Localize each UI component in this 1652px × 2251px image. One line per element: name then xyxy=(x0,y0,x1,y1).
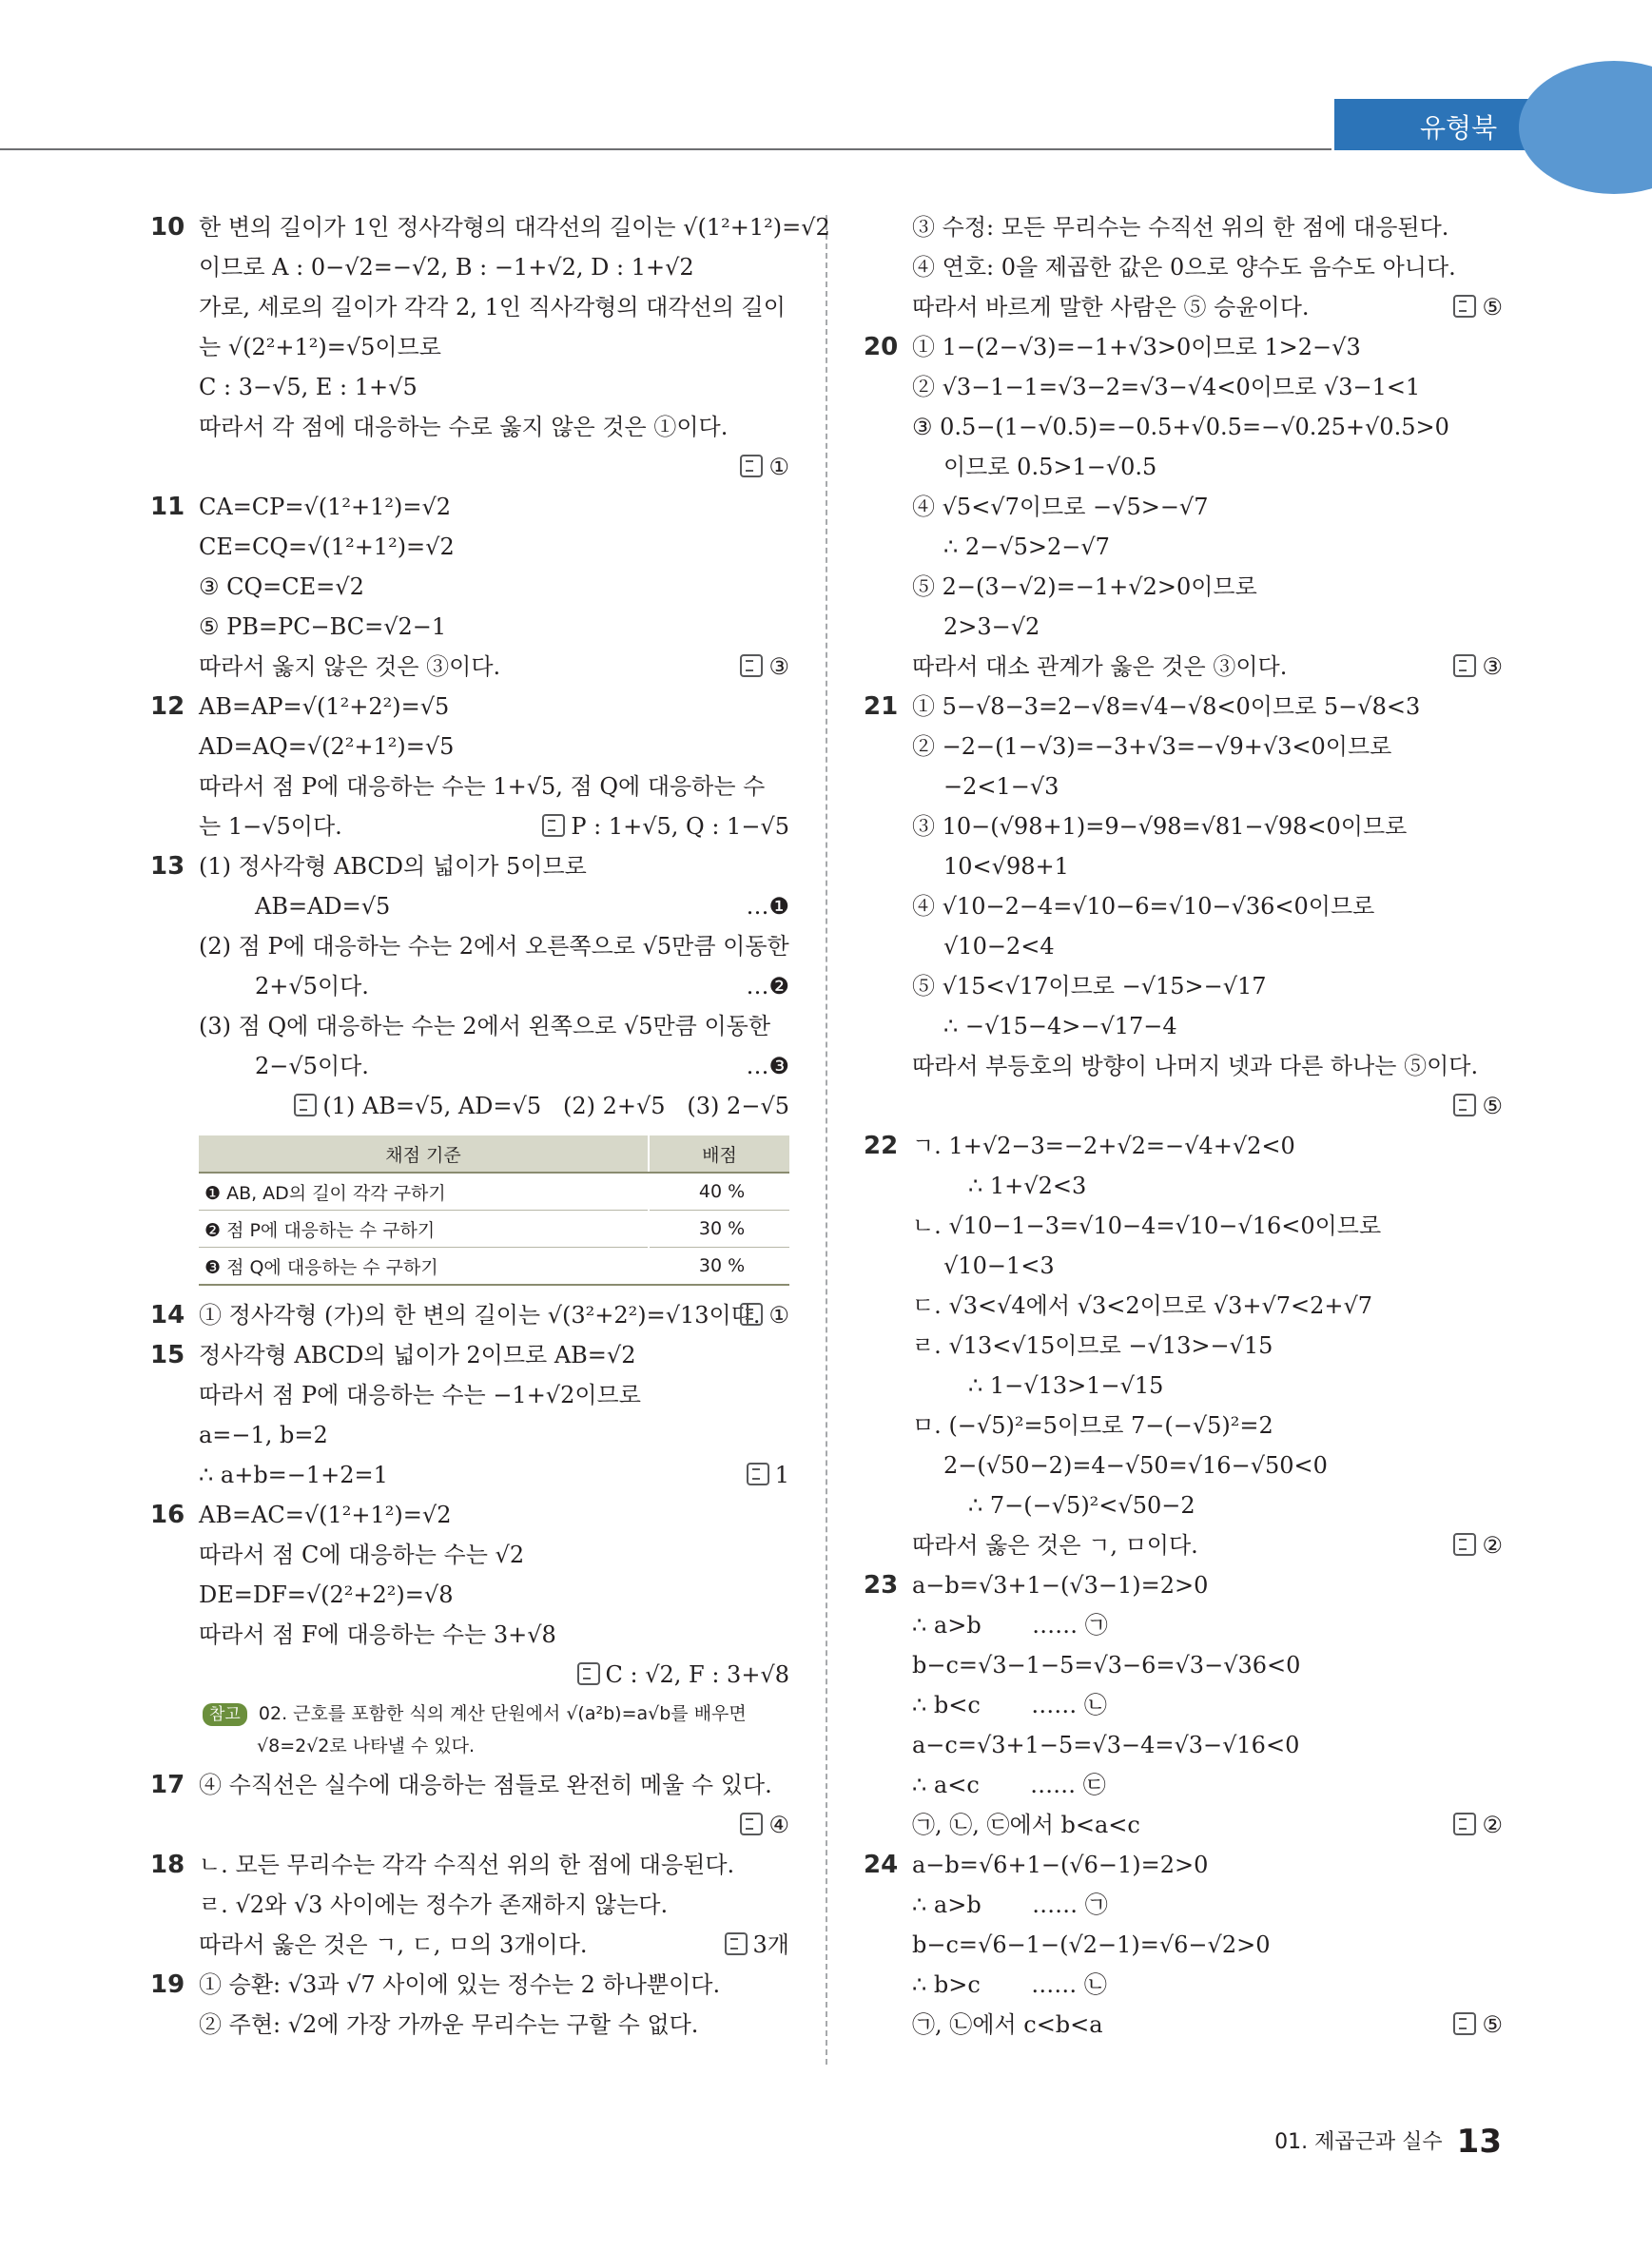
solution-text: ③ 0.5−(1−√0.5)=−0.5+√0.5=−√0.25+√0.5>0 xyxy=(912,414,1449,440)
solution-text: AB=AD=√5 xyxy=(255,893,391,920)
solution-line xyxy=(864,607,1503,647)
solution-line xyxy=(150,1925,789,1965)
solution-line xyxy=(150,1046,789,1086)
table-row xyxy=(199,1173,789,1211)
answer-text: ④ xyxy=(768,1812,789,1838)
solution-text: ⑤ PB=PC−BC=√2−1 xyxy=(199,613,447,640)
solution-line xyxy=(864,1965,1503,2005)
solution-text: ∴ 1−√13>1−√15 xyxy=(968,1372,1164,1399)
solution-text: 2+√5이다. xyxy=(255,973,369,999)
solution-text: ③ 수정: 모든 무리수는 수직선 위의 한 점에 대응된다. xyxy=(912,214,1449,241)
solution-line xyxy=(864,1645,1503,1685)
solution-line xyxy=(864,567,1503,607)
solution-text: 따라서 바르게 말한 사람은 ⑤ 승윤이다. xyxy=(912,294,1310,320)
solution-line xyxy=(150,727,789,767)
solution-text: ① 승환: √3과 √7 사이에 있는 정수는 2 하나뿐이다. xyxy=(199,1971,721,1998)
solution-text: 2−(√50−2)=4−√50=√16−√50<0 xyxy=(943,1452,1328,1479)
solution-line xyxy=(150,886,789,926)
column-divider xyxy=(826,215,827,2065)
grading-header-score: 배점 xyxy=(649,1135,789,1173)
solution-text: a−b=√3+1−(√3−1)=2>0 xyxy=(912,1572,1209,1599)
solution-text: √10−2<4 xyxy=(943,933,1055,960)
solution-text: ∴ a<c …… ㉢ xyxy=(912,1772,1106,1798)
grading-table-header xyxy=(199,1135,789,1173)
solution-line xyxy=(864,1126,1503,1166)
solution-line xyxy=(864,207,1503,247)
solution-text: ⑤ √15<√17이므로 −√15>−√17 xyxy=(912,973,1267,999)
answer-mark xyxy=(1453,2005,1503,2045)
grading-criteria: ❶ AB, AD의 길이 각각 구하기 xyxy=(199,1173,649,1211)
solution-text: 따라서 점 F에 대응하는 수는 3+√8 xyxy=(199,1621,556,1648)
solution-line xyxy=(864,327,1503,367)
solution-line xyxy=(864,1246,1503,1286)
solution-line xyxy=(864,1525,1503,1565)
answer-text: …❶ xyxy=(746,893,789,920)
solution-line xyxy=(150,407,789,447)
answer-icon xyxy=(740,455,763,477)
solution-line xyxy=(150,567,789,607)
answer-icon xyxy=(740,654,763,677)
problem-number: 17 xyxy=(150,1771,185,1799)
solution-text: 따라서 옳은 것은 ㄱ, ㄷ, ㅁ의 3개이다. xyxy=(199,1931,588,1958)
solution-text: ㅁ. (−√5)²=5이므로 7−(−√5)²=2 xyxy=(912,1412,1273,1439)
solution-line xyxy=(150,1535,789,1575)
solution-line xyxy=(150,1415,789,1455)
solution-line xyxy=(864,2005,1503,2045)
answer-icon xyxy=(1453,654,1476,677)
solution-text: DE=DF=√(2²+2²)=√8 xyxy=(199,1582,454,1608)
answer-mark xyxy=(740,447,789,487)
solution-line xyxy=(864,287,1503,327)
answer-icon xyxy=(747,1463,769,1485)
solution-text: ② √3−1−1=√3−2=√3−√4<0이므로 √3−1<1 xyxy=(912,374,1421,400)
answer-mark xyxy=(1453,1805,1503,1845)
page-footer xyxy=(1274,2123,1502,2161)
right-column xyxy=(864,207,1503,2045)
solution-line xyxy=(864,727,1503,767)
answer-text: ⑤ xyxy=(1482,294,1503,320)
solution-line xyxy=(150,846,789,886)
answer-text: (1) AB=√5, AD=√5 (2) 2+√5 (3) 2−√5 xyxy=(322,1093,789,1119)
solution-line xyxy=(150,487,789,527)
reference-note-cont xyxy=(257,1727,789,1765)
solution-text: 따라서 부등호의 방향이 나머지 넷과 다른 하나는 ⑤이다. xyxy=(912,1053,1479,1079)
solution-line xyxy=(864,1086,1503,1126)
solution-text: ∴ a>b …… ㉠ xyxy=(912,1892,1108,1918)
solution-text: 2>3−√2 xyxy=(943,613,1040,640)
solution-text: ㉠, ㉡, ㉢에서 b<a<c xyxy=(912,1812,1140,1838)
answer-mark xyxy=(1453,1525,1503,1565)
solution-text: ④ 수직선은 실수에 대응하는 점들로 완전히 메울 수 있다. xyxy=(199,1772,772,1798)
answer-text: ② xyxy=(1482,1532,1503,1559)
solution-line xyxy=(150,1375,789,1415)
solution-line xyxy=(864,767,1503,806)
answer-mark xyxy=(746,886,789,926)
solution-line xyxy=(150,1965,789,2005)
note-badge: 참고 xyxy=(203,1703,247,1726)
solution-text: ① 1−(2−√3)=−1+√3>0이므로 1>2−√3 xyxy=(912,334,1361,360)
solution-text: √10−1<3 xyxy=(943,1252,1055,1279)
solution-text: 는 √(2²+1²)=√5이므로 xyxy=(199,334,441,360)
tab-label: 유형북 xyxy=(1420,112,1498,144)
answer-text: …❷ xyxy=(746,973,789,999)
solution-line xyxy=(864,1805,1503,1845)
solution-line xyxy=(150,1335,789,1375)
solution-text: AB=AP=√(1²+2²)=√5 xyxy=(199,693,450,720)
solution-line xyxy=(150,1086,789,1126)
solution-text: ∴ 7−(−√5)²<√50−2 xyxy=(968,1492,1195,1519)
answer-text: 3개 xyxy=(752,1931,789,1958)
problem-number: 24 xyxy=(864,1851,899,1879)
problem-number: 16 xyxy=(150,1501,185,1529)
solution-line xyxy=(150,1845,789,1885)
solution-line xyxy=(150,2005,789,2045)
solution-text: ③ 10−(√98+1)=9−√98=√81−√98<0이므로 xyxy=(912,813,1408,840)
problem-number: 19 xyxy=(150,1970,185,1999)
solution-line xyxy=(864,1725,1503,1765)
solution-line xyxy=(150,527,789,567)
answer-mark xyxy=(740,1805,789,1845)
answer-text: 1 xyxy=(774,1462,789,1488)
solution-line xyxy=(864,1166,1503,1206)
answer-icon xyxy=(1453,295,1476,318)
answer-text: P : 1+√5, Q : 1−√5 xyxy=(571,813,789,840)
solution-text: 따라서 옳은 것은 ㄱ, ㅁ이다. xyxy=(912,1532,1198,1559)
solution-text: ② 주현: √2에 가장 가까운 무리수는 구할 수 없다. xyxy=(199,2011,699,2038)
solution-text: 2−√5이다. xyxy=(255,1053,369,1079)
solution-text: ㉠, ㉡에서 c<b<a xyxy=(912,2011,1103,2038)
answer-mark xyxy=(1453,287,1503,327)
solution-text: (2) 점 P에 대응하는 수는 2에서 오른쪽으로 √5만큼 이동한 xyxy=(199,933,789,960)
grading-table xyxy=(199,1135,789,1286)
solution-text: ㄷ. √3<√4에서 √3<2이므로 √3+√7<2+√7 xyxy=(912,1292,1373,1319)
solution-line xyxy=(150,687,789,727)
solution-text: b−c=√3−1−5=√3−6=√3−√36<0 xyxy=(912,1652,1301,1679)
answer-mark xyxy=(746,1046,789,1086)
grading-criteria: ❷ 점 P에 대응하는 수 구하기 xyxy=(199,1211,649,1248)
answer-mark xyxy=(740,1295,789,1335)
solution-line xyxy=(864,1765,1503,1805)
solution-line xyxy=(864,687,1503,727)
note-line-2: √8=2√2로 나타낼 수 있다. xyxy=(257,1736,476,1756)
solution-line xyxy=(864,1006,1503,1046)
grading-score: 30 % xyxy=(649,1211,789,1248)
solution-text: ④ 연호: 0을 제곱한 값은 0으로 양수도 음수도 아니다. xyxy=(912,254,1456,281)
problem-number: 23 xyxy=(864,1571,899,1600)
solution-line xyxy=(864,886,1503,926)
solution-text: b−c=√6−1−(√2−1)=√6−√2>0 xyxy=(912,1931,1271,1958)
solution-text: 정사각형 ABCD의 넓이가 2이므로 AB=√2 xyxy=(199,1342,636,1368)
solution-text: ㄴ. √10−1−3=√10−4=√10−√16<0이므로 xyxy=(912,1213,1382,1239)
answer-mark xyxy=(542,806,789,846)
solution-text: ② −2−(1−√3)=−3+√3=−√9+√3<0이므로 xyxy=(912,733,1392,760)
solution-text: ③ CQ=CE=√2 xyxy=(199,573,364,600)
answer-mark xyxy=(746,966,789,1006)
solution-text: ④ √5<√7이므로 −√5>−√7 xyxy=(912,494,1209,520)
grading-score: 40 % xyxy=(649,1173,789,1211)
answer-icon xyxy=(1453,1094,1476,1116)
solution-line xyxy=(864,647,1503,687)
solution-text: 따라서 대소 관계가 옳은 것은 ③이다. xyxy=(912,653,1288,680)
solution-text: 10<√98+1 xyxy=(943,853,1069,880)
solution-text: ㄴ. 모든 무리수는 각각 수직선 위의 한 점에 대응된다. xyxy=(199,1852,735,1878)
solution-line xyxy=(150,1615,789,1655)
problem-number: 13 xyxy=(150,852,185,881)
solution-text: CE=CQ=√(1²+1²)=√2 xyxy=(199,534,455,560)
solution-line xyxy=(150,966,789,1006)
answer-text: ① xyxy=(768,454,789,480)
solution-text: ㄱ. 1+√2−3=−2+√2=−√4+√2<0 xyxy=(912,1133,1295,1159)
solution-line xyxy=(150,447,789,487)
solution-line xyxy=(864,1406,1503,1446)
solution-line xyxy=(150,1006,789,1046)
solution-line xyxy=(150,607,789,647)
solution-line xyxy=(864,926,1503,966)
solution-line xyxy=(150,287,789,327)
answer-text: ② xyxy=(1482,1812,1503,1838)
solution-text: ㄹ. √2와 √3 사이에는 정수가 존재하지 않는다. xyxy=(199,1892,669,1918)
solution-line xyxy=(864,247,1503,287)
answer-icon xyxy=(725,1932,748,1955)
solution-line xyxy=(150,327,789,367)
solution-line xyxy=(864,1925,1503,1965)
answer-mark xyxy=(747,1455,789,1495)
solution-text: 한 변의 길이가 1인 정사각형의 대각선의 길이는 √(1²+1²)=√2 xyxy=(199,214,830,241)
solution-line xyxy=(150,926,789,966)
grading-criteria: ❸ 점 Q에 대응하는 수 구하기 xyxy=(199,1248,649,1286)
solution-text: (1) 정사각형 ABCD의 넓이가 5이므로 xyxy=(199,853,587,880)
solution-text: ∴ a+b=−1+2=1 xyxy=(199,1462,388,1488)
answer-icon xyxy=(542,814,565,837)
solution-text: 이므로 0.5>1−√0.5 xyxy=(943,454,1157,480)
answer-text: ⑤ xyxy=(1482,1093,1503,1119)
solution-line xyxy=(150,1495,789,1535)
answer-icon xyxy=(740,1303,763,1326)
problem-number: 11 xyxy=(150,493,185,521)
solution-line xyxy=(864,1605,1503,1645)
solution-text: AB=AC=√(1²+1²)=√2 xyxy=(199,1502,452,1528)
solution-text: ∴ b<c …… ㉡ xyxy=(912,1692,1107,1718)
solution-line xyxy=(864,1366,1503,1406)
answer-text: C : √2, F : 3+√8 xyxy=(605,1661,789,1688)
problem-number: 15 xyxy=(150,1341,185,1369)
solution-text: C : 3−√5, E : 1+√5 xyxy=(199,374,418,400)
solution-text: −2<1−√3 xyxy=(943,773,1059,800)
solution-line xyxy=(864,487,1503,527)
solution-line xyxy=(864,447,1503,487)
solution-text: 이므로 A : 0−√2=−√2, B : −1+√2, D : 1+√2 xyxy=(199,254,694,281)
solution-line xyxy=(864,367,1503,407)
answer-text: ③ xyxy=(768,653,789,680)
problem-number: 18 xyxy=(150,1851,185,1879)
solution-line xyxy=(150,1455,789,1495)
section-tab xyxy=(1334,99,1652,150)
problem-number: 22 xyxy=(864,1132,899,1160)
answers-17-19 xyxy=(150,1765,789,2045)
answer-icon xyxy=(740,1813,763,1835)
answer-mark xyxy=(1453,1086,1503,1126)
solution-line xyxy=(150,1575,789,1615)
solution-text: CA=CP=√(1²+1²)=√2 xyxy=(199,494,452,520)
solution-line xyxy=(150,1885,789,1925)
table-row xyxy=(199,1211,789,1248)
problem-number: 20 xyxy=(864,333,899,361)
solution-text: ∴ b>c …… ㉡ xyxy=(912,1971,1107,1998)
answer-icon xyxy=(1453,2012,1476,2035)
solution-text: 는 1−√5이다. xyxy=(199,813,342,840)
answer-mark xyxy=(1453,647,1503,687)
grading-score: 30 % xyxy=(649,1248,789,1286)
solution-line xyxy=(864,1206,1503,1246)
solution-text: 따라서 각 점에 대응하는 수로 옳지 않은 것은 ①이다. xyxy=(199,414,729,440)
solution-line xyxy=(150,247,789,287)
page-number: 13 xyxy=(1456,2123,1502,2161)
solution-line xyxy=(864,1046,1503,1086)
solution-text: 따라서 옳지 않은 것은 ③이다. xyxy=(199,653,501,680)
solution-text: AD=AQ=√(2²+1²)=√5 xyxy=(199,733,455,760)
answer-icon xyxy=(577,1662,600,1685)
table-row xyxy=(199,1248,789,1286)
solution-line xyxy=(150,1765,789,1805)
tab-decoration xyxy=(1519,61,1652,194)
answers-10-13 xyxy=(150,207,830,1126)
answer-mark xyxy=(740,647,789,687)
answer-mark xyxy=(725,1925,789,1965)
solution-line xyxy=(150,1295,789,1335)
answer-text: …❸ xyxy=(746,1053,789,1079)
solution-text: ∴ 2−√5>2−√7 xyxy=(943,534,1110,560)
solution-line xyxy=(150,367,789,407)
answer-icon xyxy=(1453,1813,1476,1835)
solution-line xyxy=(864,1446,1503,1485)
solution-text: (3) 점 Q에 대응하는 수는 2에서 왼쪽으로 √5만큼 이동한 xyxy=(199,1013,771,1039)
solution-text: ∴ a>b …… ㉠ xyxy=(912,1612,1108,1639)
solution-text: 따라서 점 P에 대응하는 수는 1+√5, 점 Q에 대응하는 수 xyxy=(199,773,766,800)
problem-number: 10 xyxy=(150,213,185,242)
answer-text: ③ xyxy=(1482,653,1503,680)
solution-line xyxy=(864,527,1503,567)
answer-mark xyxy=(294,1086,789,1126)
solution-text: a=−1, b=2 xyxy=(199,1422,328,1448)
header-rule xyxy=(0,148,1331,150)
solution-line xyxy=(150,207,830,247)
solution-line xyxy=(150,1805,789,1845)
solution-text: a−c=√3+1−5=√3−4=√3−√16<0 xyxy=(912,1732,1300,1758)
answers-14-16 xyxy=(150,1295,789,1695)
solution-line xyxy=(864,1286,1503,1326)
footer-section: 01. 제곱근과 실수 xyxy=(1274,2130,1443,2154)
solution-text: ∴ −√15−4>−√17−4 xyxy=(943,1013,1177,1039)
solution-line xyxy=(864,1565,1503,1605)
answer-mark xyxy=(577,1655,789,1695)
solution-line xyxy=(864,1326,1503,1366)
solution-text: ∴ 1+√2<3 xyxy=(968,1173,1087,1199)
solution-line xyxy=(864,1845,1503,1885)
problem-number: 12 xyxy=(150,692,185,721)
answer-icon xyxy=(1453,1533,1476,1556)
note-line-1: 02. 근호를 포함한 식의 계산 단원에서 √(a²b)=a√b를 배우면 xyxy=(258,1703,747,1724)
solution-line xyxy=(864,407,1503,447)
solution-line xyxy=(150,806,789,846)
solution-text: ⑤ 2−(3−√2)=−1+√2>0이므로 xyxy=(912,573,1257,600)
solution-line xyxy=(864,806,1503,846)
answer-icon xyxy=(294,1094,317,1116)
answer-text: ① xyxy=(768,1302,789,1329)
solution-text: 가로, 세로의 길이가 각각 2, 1인 직사각형의 대각선의 길이 xyxy=(199,294,786,320)
grading-header-criteria: 채점 기준 xyxy=(199,1135,649,1173)
solution-line xyxy=(864,1485,1503,1525)
problem-number: 21 xyxy=(864,692,899,721)
solution-line xyxy=(864,1885,1503,1925)
solution-line xyxy=(864,1685,1503,1725)
solution-line xyxy=(864,846,1503,886)
solution-line xyxy=(150,647,789,687)
solution-line xyxy=(150,767,789,806)
solution-line xyxy=(864,966,1503,1006)
solution-line xyxy=(150,1655,789,1695)
solution-text: 따라서 점 P에 대응하는 수는 −1+√2이므로 xyxy=(199,1382,641,1408)
solution-text: ① 정사각형 (가)의 한 변의 길이는 √(3²+2²)=√13이다. xyxy=(199,1302,761,1329)
solution-text: a−b=√6+1−(√6−1)=2>0 xyxy=(912,1852,1209,1878)
solution-text: ㄹ. √13<√15이므로 −√13>−√15 xyxy=(912,1332,1273,1359)
solution-text: ④ √10−2−4=√10−6=√10−√36<0이므로 xyxy=(912,893,1375,920)
solution-text: ① 5−√8−3=2−√8=√4−√8<0이므로 5−√8<3 xyxy=(912,693,1421,720)
problem-number: 14 xyxy=(150,1301,185,1329)
solution-text: 따라서 점 C에 대응하는 수는 √2 xyxy=(199,1542,525,1568)
left-column xyxy=(150,207,830,2045)
answer-text: ⑤ xyxy=(1482,2011,1503,2038)
